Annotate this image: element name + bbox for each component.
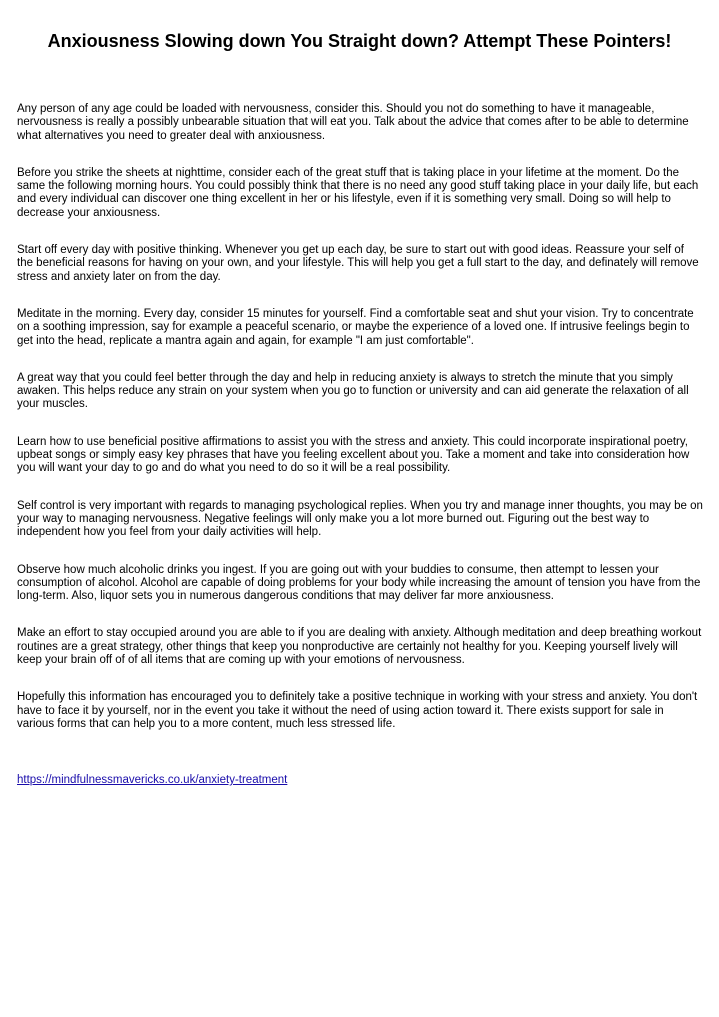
page-title: Anxiousness Slowing down You Straight down? Attempt These Pointers! [47,31,672,51]
link-block [17,773,287,787]
paragraph-7: Self control is very important with regards to managing psychological replies. When you try and manage inner thoughts, you may be on your way to managing nervousness. Negative feelings will only make you a lot more burned out. Figuring out the best way to independent how you feel from your daily activities will help. [17,499,703,539]
paragraph-10: Hopefully this information has encouraged you to definitely take a positive technique in working with your stress and anxiety. You don't have to face it by yourself, nor in the event you take it without the need of using action toward it. There exists support for sale in various forms that can help you to a more content, much less stressed life. [17,691,698,730]
paragraph-9: Make an effort to stay occupied around you are able to if you are dealing with anxiety. Although meditation and deep breathing workout routines are a great strategy, other things that keep you nonproductive are certainly not healthy for you. Keeping yourself lively will keep your brain off of of all items that are coming up with your emotions of nervousness. [17,627,702,667]
paragraph-3: Start off every day with positive thinking. Whenever you get up each day, be sure to start out with good ideas. Reassure your self of the beneficial reasons for having on your own, and your lifestyle. This will help you get a full start to the day, and definately will remove stress and anxiety later on from the day. [17,244,699,283]
paragraph-6: Learn how to use beneficial positive affirmations to assist you with the stress and anxiety. This could incorporate inspirational poetry, upbeat songs or simply easy key phrases that have you feeling excellent about you. Take a moment and take into consideration how you will want your day to go and do what you need to do so it will be a real possibility. [17,435,690,475]
article-body [17,103,703,755]
paragraph-2: Before you strike the sheets at nighttime, consider each of the great stuff that is taking place in your lifetime at the moment. Do the same the following morning hours. You could possibly think that there is no need any good stuff taking place in your daily life, but each and every individual can discover one thing excellent in her or his lifestyle, even if it is something very small. Doing so will help to decrease your anxiousness. [17,166,699,219]
paragraph-5: A great way that you could feel better through the day and help in reducing anxiety is always to stretch the minute that you simply awaken. This helps reduce any strain on your system when you go to function or university and can aid generate the relaxation of all your muscles. [17,371,689,411]
source-link[interactable]: https://mindfulnessmavericks.co.uk/anxiety-treatment [17,774,288,786]
paragraph-8: Observe how much alcoholic drinks you ingest. If you are going out with your buddies to consume, then attempt to lessen your consumption of alcohol. Alcohol are capable of doing problems for your body while increasing the amount of tension you have from the long-term. Also, liquor sets you in numerous dangerous conditions that may deliver far more anxiousness. [17,563,701,603]
paragraph-4: Meditate in the morning. Every day, consider 15 minutes for yourself. Find a comfortable seat and shut your vision. Try to concentrate on a soothing impression, say for example a peaceful scenario, or maybe the experience of a loved one. If intrusive feelings begin to get into the head, replicate a mantra again and again, for example "I am just comfortable". [17,307,694,347]
paragraph-1: Any person of any age could be loaded with nervousness, consider this. Should you not do something to have it manageable, nervousness is really a possibly unbearable situation that will eat you. Talk about the advice that comes after to be able to determine what alternatives you need to greater deal with anxiousness. [17,103,689,142]
